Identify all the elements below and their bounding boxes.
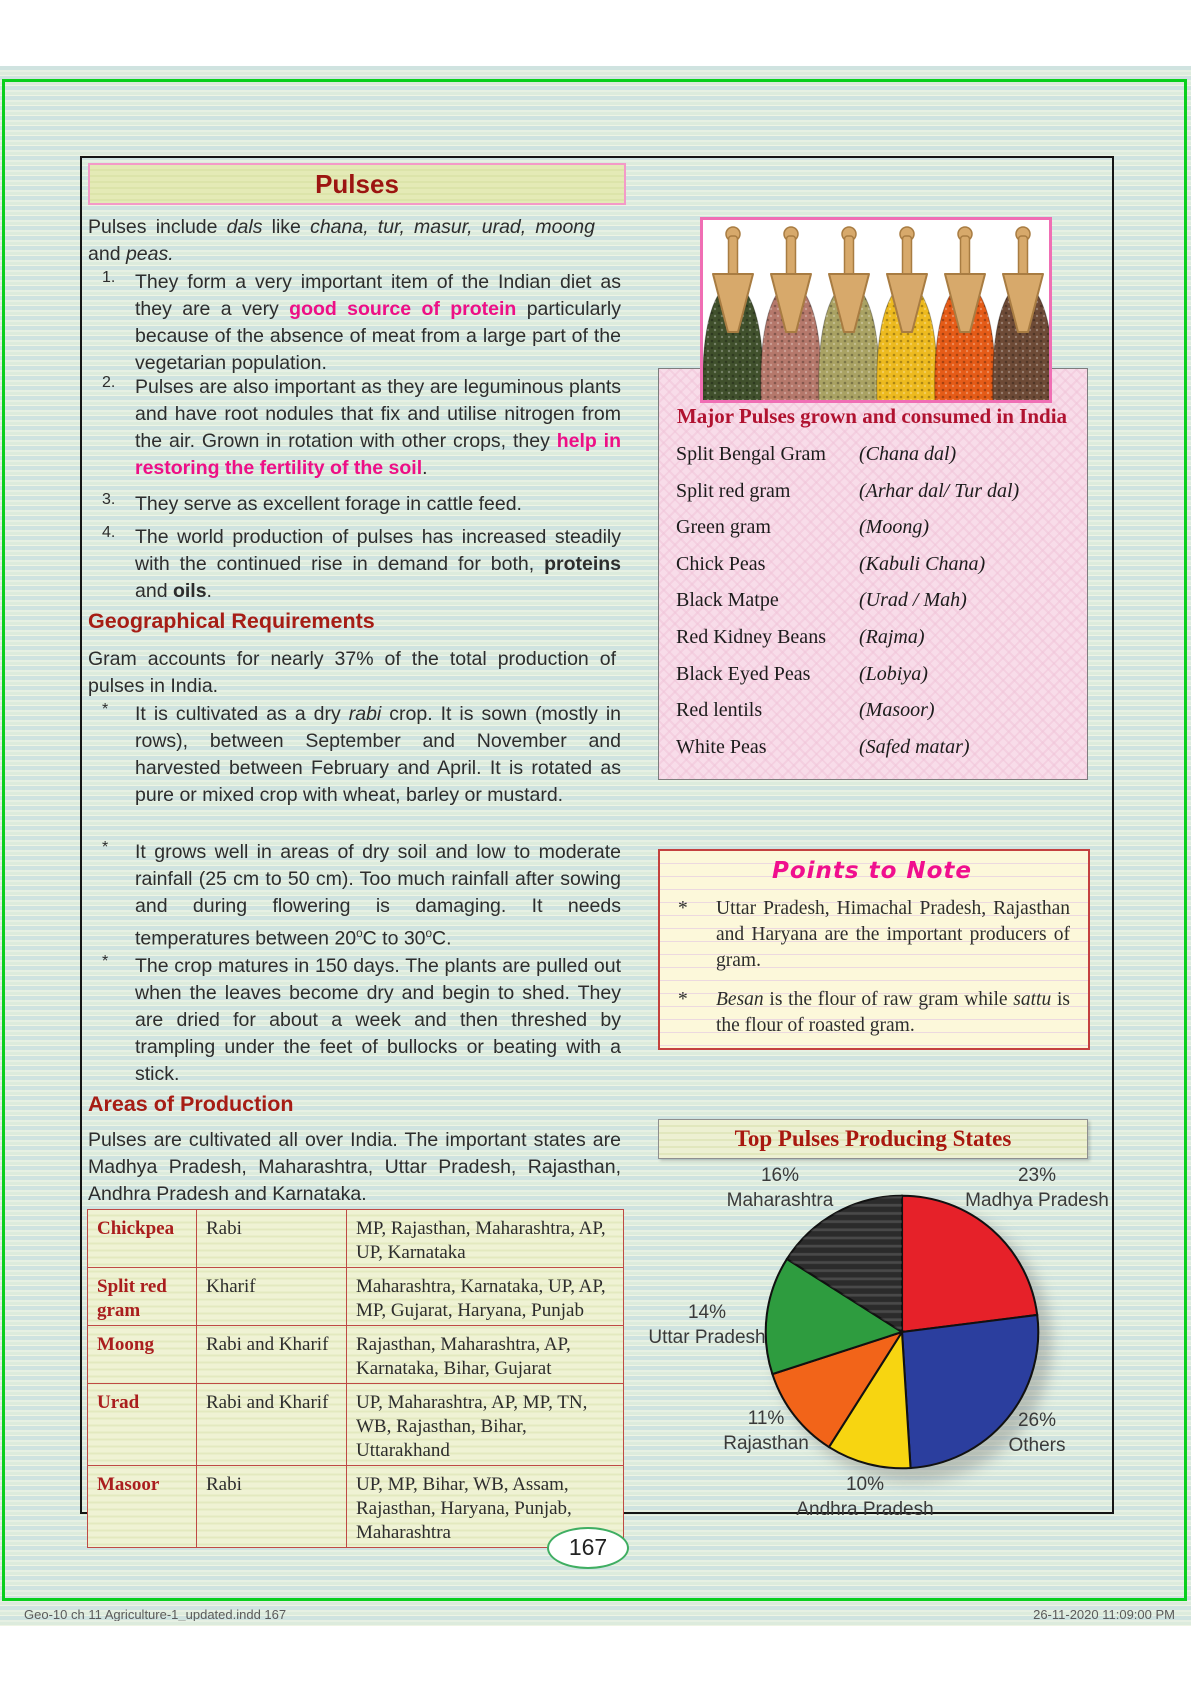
pie-label-pct: 16% [760,1165,800,1186]
pulse-name: Black Eyed Peas [676,662,811,685]
pulses-photo [700,217,1052,403]
star-bullet-3 [88,953,621,1088]
pulse-pile-group [703,227,763,400]
crop-states-cell: UP, Maharashtra, AP, MP, TN, WB, Rajasthan, Bihar, Uttarakhand [347,1384,624,1466]
pulse-row [676,553,1076,590]
pie-label-name: Maharashtra [726,1190,834,1211]
crop-name-cell: Chickpea [88,1210,197,1268]
crop-states-cell: Maharashtra, Karnataka, UP, AP, MP, Gujarat, Haryana, Punjab [347,1268,624,1326]
areas-paragraph: Pulses are cultivated all over India. The important states are Madhya Pradesh, Maharashtra, Uttar Pradesh, Rajasthan, Andhra Pradesh and Karnataka. [88,1129,621,1205]
major-pulses-list [676,443,1076,772]
bullet-text: The crop matures in 150 days. The plants are pulled out when the leaves become dry and begin to shed. They are dried for about a week and then threshed by trampling under the feet of bullocks or beating with a stick. [135,955,621,1085]
pulse-local-name: (Lobiya) [859,662,928,685]
pulse-name: Red Kidney Beans [676,625,826,648]
table-row [88,1268,624,1326]
pulse-name: Split red gram [676,479,791,502]
crop-season-cell: Rabi [197,1466,347,1548]
numbered-item-2 [88,374,621,482]
pie-label-name: Andhra Pradesh [796,1499,934,1520]
bullet-text: It grows well in areas of dry soil and low to moderate rainfall (25 cm to 50 cm). Too much rainfall after sowing and during flowering is damaging. It needs temperatures between 20$^o$C to 30$^o$C. [135,841,621,950]
major-pulses-title: Major Pulses grown and consumed in India [676,404,1068,428]
crop-name-cell: Masoor [88,1466,197,1548]
pulse-row [676,626,1076,663]
asterisk-bullet: * [678,898,688,919]
points-bullet-text: Besan is the flour of raw gram while sattu is the flour of roasted gram. [716,989,1070,1036]
section-heading-areas-of-production: Areas of Production [88,1092,294,1116]
pie-label-name: Madhya Pradesh [965,1190,1109,1211]
asterisk-bullet: * [102,701,109,718]
crop-season-cell: Kharif [197,1268,347,1326]
table-row [88,1326,624,1384]
pulse-pile-group [819,227,880,400]
table-row [88,1466,624,1548]
pulse-row [676,663,1076,700]
pulse-local-name: (Arhar dal/ Tur dal) [859,479,1020,502]
numbered-item-3 [88,491,621,518]
pulse-row [676,443,1076,480]
pulse-pile-group [993,227,1049,400]
footer-right-text: 26-11-2020 11:09:00 PM [1033,1607,1175,1621]
pie-label-name: Rajasthan [723,1433,809,1454]
pie-label-rajasthan [671,1406,861,1456]
pulse-local-name: (Moong) [859,516,929,539]
table-row [88,1384,624,1466]
item-text: They form a very important item of the Indian diet as they are a very good source of protein particularly because of the absence of meat from a large part of the vegetarian population. [135,271,621,374]
pulse-local-name: (Rajma) [859,625,925,648]
pie-chart-header: Top Pulses Producing States [658,1119,1088,1159]
points-to-note-list [676,896,1070,1052]
pie-label-name: Uttar Pradesh [648,1327,766,1348]
item-number: 2. [102,374,116,391]
pulses-photo-svg [703,220,1049,400]
item-number: 4. [102,524,116,541]
item-text: They serve as excellent forage in cattle feed. [135,493,522,515]
asterisk-bullet: * [678,989,688,1010]
pie-label-pct: 10% [845,1474,885,1495]
pie-label-pct: 26% [1017,1410,1057,1431]
pie-label-madhya-pradesh [942,1163,1132,1213]
item-number: 3. [102,491,116,508]
page-title: Pulses [315,169,399,199]
asterisk-bullet: * [102,953,109,970]
points-to-note-title: Points to Note [771,858,973,884]
pie-label-pct: 11% [747,1408,785,1429]
crop-name-cell: Urad [88,1384,197,1466]
pulse-local-name: (Safed matar) [859,735,970,758]
pie-label-pct: 14% [687,1302,727,1323]
star-bullet-1 [88,701,621,809]
asterisk-bullet: * [102,839,109,856]
item-text: Pulses are also important as they are leguminous plants and have root nodules that fix and utilise nitrogen from the air. Grown in rotation with other crops, they help in restoring the fertility of the soil. [135,376,621,479]
pulse-name: Split Bengal Gram [676,443,826,465]
pulse-local-name: (Urad / Mah) [859,589,967,612]
pie-label-name: Others [1008,1435,1066,1456]
pie-label-andhra-pradesh [770,1472,960,1522]
table-row [88,1210,624,1268]
intro-paragraph: Pulses include dals like chana, tur, masur, urad, moong and peas. [88,216,595,265]
pulse-local-name: (Chana dal) [859,443,957,465]
numbered-item-4 [88,524,621,605]
crop-states-cell: UP, MP, Bihar, WB, Assam, Rajasthan, Haryana, Punjab, Maharashtra [347,1466,624,1548]
pulse-name: Green gram [676,516,771,539]
pie-label-maharashtra [685,1163,875,1213]
pulse-local-name: (Kabuli Chana) [859,552,986,575]
pulse-name: Red lentils [676,699,763,722]
crop-season-cell: Rabi and Kharif [197,1384,347,1466]
bullet-text: It is cultivated as a dry rabi crop. It is sown (mostly in rows), between September and November and harvested between February and April. It is rotated as pure or mixed crop with wheat, barley or mustard. [135,703,621,806]
crops-table [87,1209,624,1548]
pulse-pile-group [877,227,938,400]
crop-states-cell: Rajasthan, Maharashtra, AP, Karnataka, Bihar, Gujarat [347,1326,624,1384]
pie-label-others [942,1408,1132,1458]
pulse-local-name: (Masoor) [859,699,935,722]
points-bullet [676,987,1070,1039]
footer-left-text: Geo-10 ch 11 Agriculture-1_updated.indd 167 [24,1607,287,1621]
pulse-name: White Peas [676,735,767,758]
pie-label-uttar-pradesh [612,1300,802,1350]
pulse-name: Black Matpe [676,589,779,612]
pulse-pile-group [935,227,996,400]
pie-label-pct: 23% [1017,1165,1057,1186]
numbered-item-1 [88,269,621,377]
points-bullet-text: Uttar Pradesh, Himachal Pradesh, Rajasthan and Haryana are the important producers of gram. [716,898,1070,971]
pulses-title-bar [88,163,626,205]
points-bullet [676,896,1070,974]
star-bullet-2 [88,839,621,953]
pulse-row [676,516,1076,553]
pulse-name: Chick Peas [676,552,766,575]
pie-slice-madhya-pradesh [902,1196,1037,1332]
crop-season-cell: Rabi [197,1210,347,1268]
section-heading-geographical-requirements: Geographical Requirements [88,609,375,633]
pulse-row [676,589,1076,626]
pulse-pile-group [761,227,822,400]
item-number: 1. [102,269,116,286]
crop-name-cell: Split red gram [88,1268,197,1326]
pulse-row [676,736,1076,773]
crop-season-cell: Rabi and Kharif [197,1326,347,1384]
pulse-row [676,699,1076,736]
crop-states-cell: MP, Rajasthan, Maharashtra, AP, UP, Karnataka [347,1210,624,1268]
page-number-badge: 167 [547,1527,629,1569]
gram-paragraph: Gram accounts for nearly 37% of the total production of pulses in India. [88,648,616,697]
item-text: The world production of pulses has increased steadily with the continued rise in demand for both, proteins and oils. [135,526,621,602]
pulse-row [676,480,1076,517]
crop-name-cell: Moong [88,1326,197,1384]
